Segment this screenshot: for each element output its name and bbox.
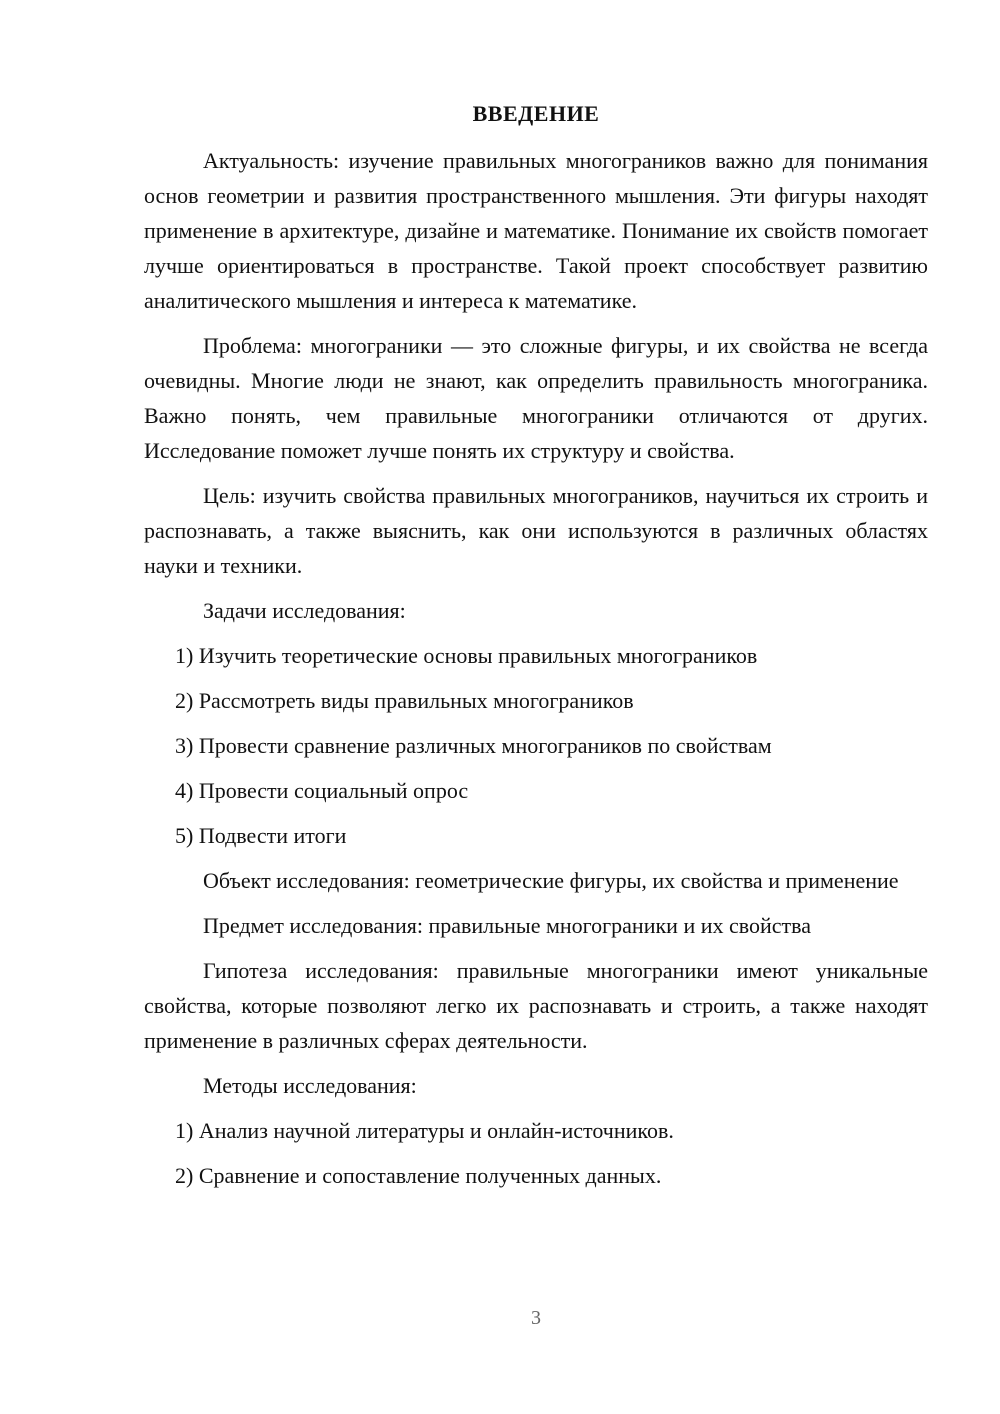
list-item: 5) Подвести итоги xyxy=(175,823,347,848)
list-item: 2) Сравнение и сопоставление полученных данных. xyxy=(175,1163,662,1188)
page-content xyxy=(144,96,928,1203)
problem-paragraph: Проблема: многограники — это сложные фигуры, и их свойства не всегда очевидны. Многие люди не знают, как определить правильность многограника. Важно понять, чем правильные многограники отличаются от других. Исследование поможет лучше понять их структуру и свойства. xyxy=(144,333,928,463)
list-item: 1) Изучить теоретические основы правильных многограников xyxy=(175,643,758,668)
page-number: 3 xyxy=(531,1307,541,1329)
goal-paragraph: Цель: изучить свойства правильных многограников, научиться их строить и распознавать, а также выяснить, как они используются в различных областях науки и техники. xyxy=(144,483,928,578)
methods-list xyxy=(144,1113,928,1193)
hypothesis-paragraph: Гипотеза исследования: правильные многограники имеют уникальные свойства, которые позволяют легко их распознавать и строить, а также находят применение в различных сферах деятельности. xyxy=(144,958,928,1053)
list-item: 2) Рассмотреть виды правильных многограников xyxy=(175,688,634,713)
list-item: 4) Провести социальный опрос xyxy=(175,778,469,803)
subject-paragraph: Предмет исследования: правильные многограники и их свойства xyxy=(203,913,812,938)
tasks-list xyxy=(144,638,928,853)
relevance-paragraph: Актуальность: изучение правильных многограников важно для понимания основ геометрии и развития пространственного мышления. Эти фигуры находят применение в архитектуре, дизайне и математике. Понимание их свойств помогает лучше ориентироваться в пространстве. Такой проект способствует развитию аналитического мышления и интереса к математике. xyxy=(144,148,928,313)
section-title: ВВЕДЕНИЕ xyxy=(472,101,600,126)
list-item: 3) Провести сравнение различных многограников по свойствам xyxy=(175,733,772,758)
object-paragraph: Объект исследования: геометрические фигуры, их свойства и применение xyxy=(203,868,899,893)
list-item: 1) Анализ научной литературы и онлайн-источников. xyxy=(175,1118,674,1143)
tasks-heading: Задачи исследования: xyxy=(203,598,406,623)
methods-heading: Методы исследования: xyxy=(203,1073,417,1098)
